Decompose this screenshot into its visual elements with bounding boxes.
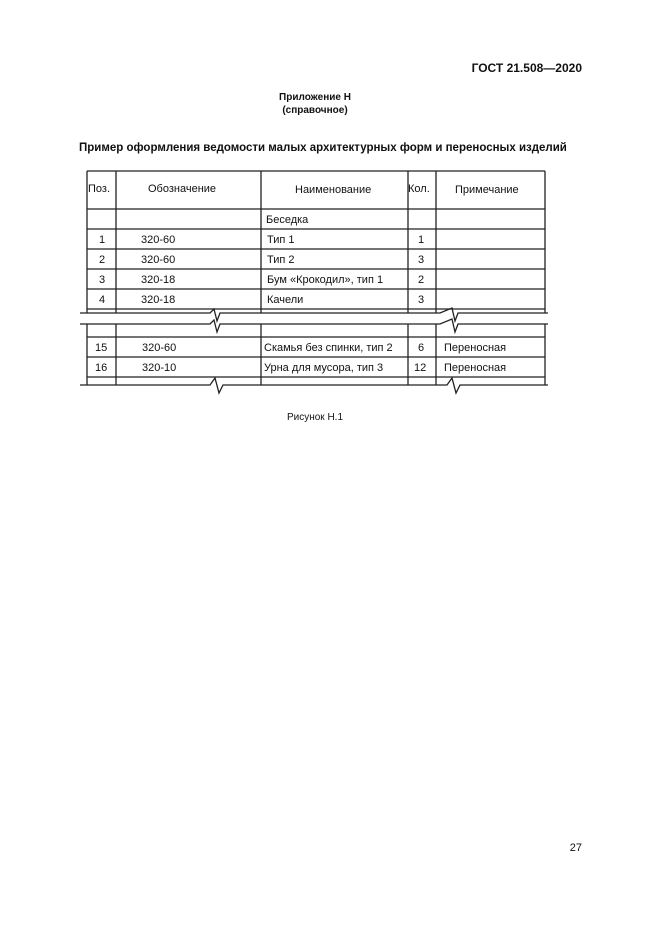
figure-caption: Рисунок Н.1 — [286, 412, 344, 423]
header-designation: Обозначение — [148, 183, 217, 195]
row-6-designation: 320-10 — [142, 362, 177, 374]
row-3-pos: 3 — [99, 274, 106, 286]
row-5-qty: 6 — [418, 342, 425, 354]
row-1-pos: 1 — [99, 234, 106, 246]
annex-subtitle: (справочное) — [282, 105, 348, 116]
row-2-name: Тип 2 — [267, 254, 295, 266]
document-code: ГОСТ 21.508—2020 — [471, 61, 582, 75]
row-4-pos: 4 — [99, 294, 106, 306]
row-2-designation: 320-60 — [141, 254, 176, 266]
row-5-note: Переносная — [444, 342, 507, 354]
row-1-name: Тип 1 — [267, 234, 295, 246]
row-6-note: Переносная — [444, 362, 507, 374]
header-qty: Кол. — [408, 183, 430, 195]
row-3-name: Бум «Крокодил», тип 1 — [267, 274, 384, 286]
row-5-name: Скамья без спинки, тип 2 — [264, 342, 393, 354]
row-0-name: Беседка — [266, 214, 309, 226]
annex-title: Приложение Н — [279, 92, 351, 103]
row-2-pos: 2 — [99, 254, 106, 266]
row-4-designation: 320-18 — [141, 294, 176, 306]
row-1-designation: 320-60 — [141, 234, 176, 246]
header-name: Наименование — [295, 184, 372, 196]
row-4-name: Качели — [267, 294, 304, 306]
row-6-qty: 12 — [414, 362, 427, 374]
row-3-qty: 2 — [418, 274, 425, 286]
row-1-qty: 1 — [418, 234, 425, 246]
header-note: Примечание — [455, 184, 519, 196]
row-5-pos: 15 — [95, 342, 108, 354]
figure-title: Пример оформления ведомости малых архитектурных форм и переносных изделий — [79, 142, 567, 154]
row-2-qty: 3 — [418, 254, 425, 266]
row-3-designation: 320-18 — [141, 274, 176, 286]
row-6-pos: 16 — [95, 362, 108, 374]
row-6-name: Урна для мусора, тип 3 — [264, 362, 384, 374]
row-5-designation: 320-60 — [142, 342, 177, 354]
page-number: 27 — [569, 842, 582, 854]
row-4-qty: 3 — [418, 294, 425, 306]
header-pos: Поз. — [88, 183, 110, 195]
